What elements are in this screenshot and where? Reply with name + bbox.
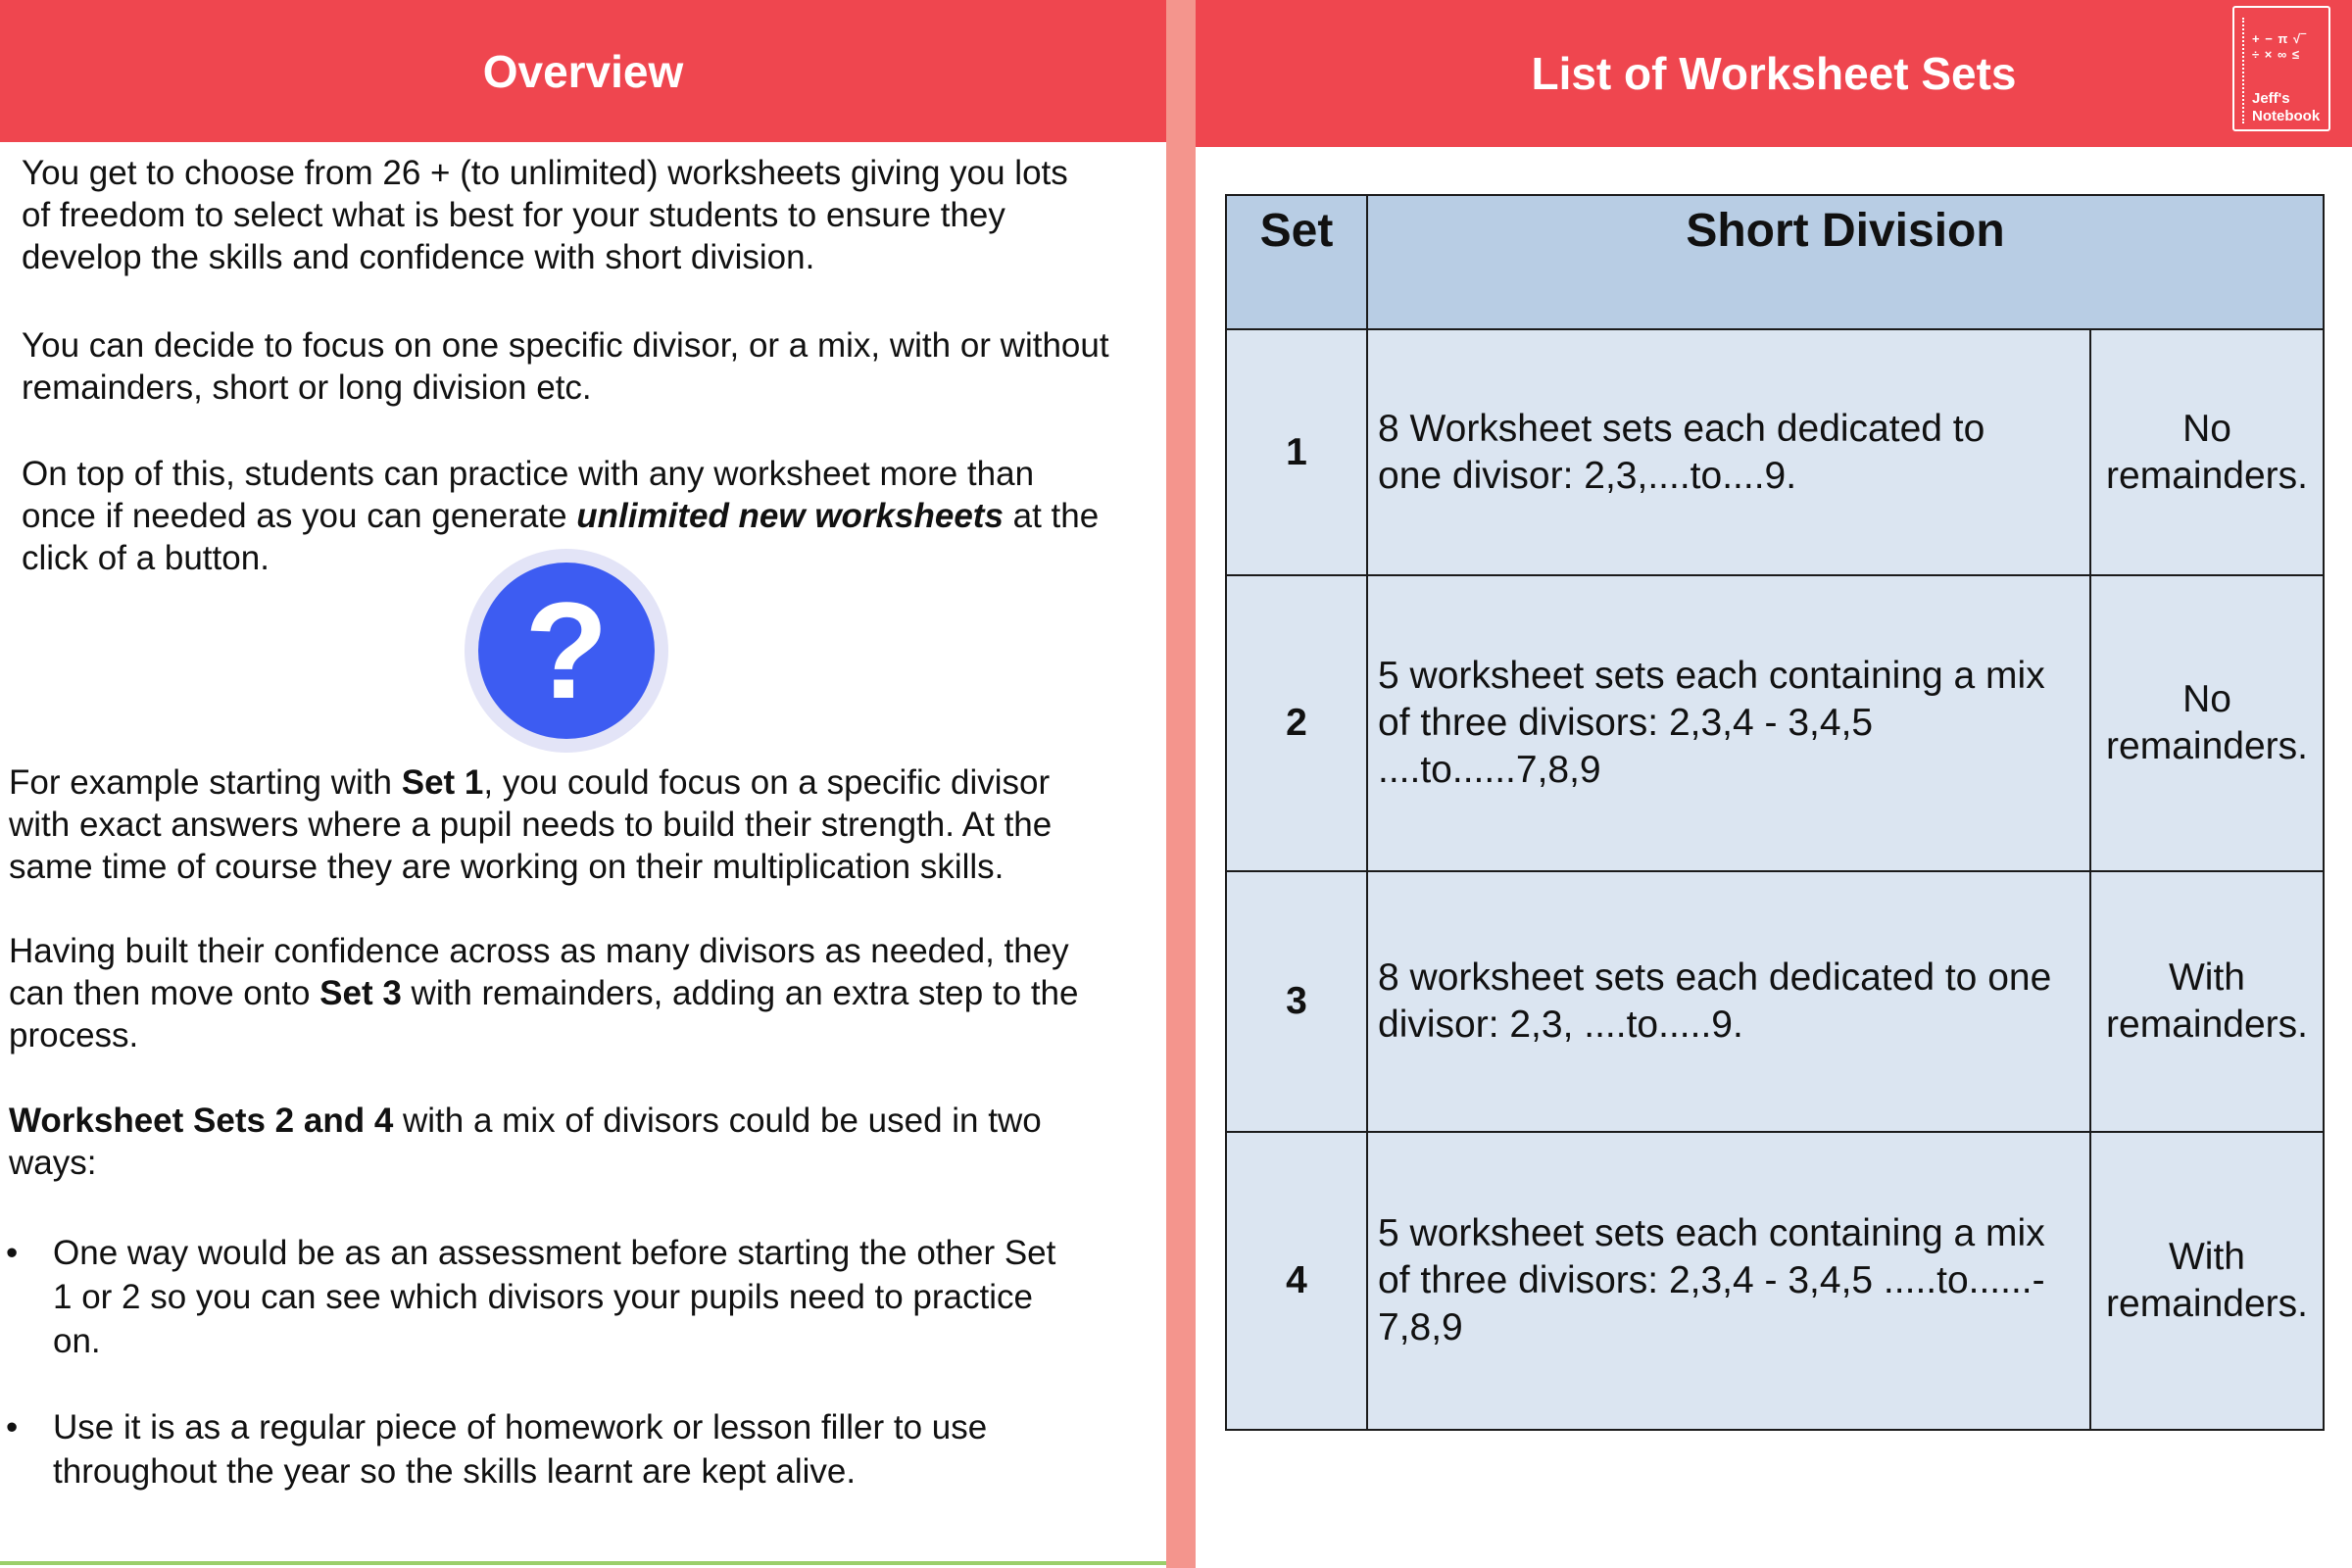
text-run: For example starting with <box>9 763 402 802</box>
text-line: on. <box>53 1322 101 1360</box>
worksheet-sets-header <box>1196 0 2352 147</box>
overview-header <box>0 0 1166 142</box>
set-number: 1 <box>1226 329 1367 575</box>
sets-2-4-emphasis: Worksheet Sets 2 and 4 <box>9 1102 394 1140</box>
set-description <box>1367 575 2090 871</box>
panel-divider <box>1166 0 1196 1568</box>
text-line: 8 Worksheet sets each dedicated to <box>1378 407 1985 450</box>
text-line: click of a button. <box>22 539 270 577</box>
table-row <box>1226 329 2324 575</box>
text-line: 5 worksheet sets each containing a mix <box>1378 1212 2045 1254</box>
mix-paragraph <box>9 1100 1042 1184</box>
text-line: divisor: 2,3, ....to.....9. <box>1378 1004 1743 1046</box>
text-line: one divisor: 2,3,....to....9. <box>1378 454 1797 497</box>
text-line: of freedom to select what is best for your students to ensure they <box>22 196 1005 234</box>
text-run: can then move onto <box>9 974 320 1012</box>
text-line: process. <box>9 1016 139 1054</box>
remainders-cell <box>2090 871 2324 1132</box>
table-row <box>1226 871 2324 1132</box>
question-mark-glyph: ? <box>478 563 655 739</box>
text-line: On top of this, students can practice with any worksheet more than <box>22 455 1035 493</box>
set-description <box>1367 329 2090 575</box>
bullet-icon: • <box>6 1408 19 1446</box>
set-number: 3 <box>1226 871 1367 1132</box>
set-description <box>1367 1132 2090 1430</box>
text-line: Having built their confidence across as many divisors as needed, they <box>9 932 1069 970</box>
confidence-paragraph <box>9 930 1078 1056</box>
text-line: remainders. <box>2106 1004 2308 1046</box>
table-row <box>1226 575 2324 871</box>
logo-brand-line: Jeff's <box>2252 90 2290 107</box>
text-line: ....to......7,8,9 <box>1378 749 1601 791</box>
jeffs-notebook-logo <box>2232 6 2330 131</box>
text-line: throughout the year so the skills learnt are kept alive. <box>53 1452 857 1491</box>
table-row <box>1226 1132 2324 1430</box>
bullet-text <box>53 1231 1117 1363</box>
column-header-short-division: Short Division <box>1367 195 2324 329</box>
text-line: One way would be as an assessment before starting the other Set <box>53 1234 1056 1272</box>
set-number: 2 <box>1226 575 1367 871</box>
text-line: You can decide to focus on one specific divisor, or a mix, with or without <box>22 326 1109 365</box>
text-line: With <box>2169 956 2245 999</box>
logo-symbols-line: ÷ × ∞ ≤ <box>2252 47 2300 62</box>
set-1-emphasis: Set 1 <box>401 763 484 802</box>
text-line <box>9 1100 1042 1142</box>
math-symbols <box>2252 31 2306 63</box>
focus-paragraph <box>22 324 1109 409</box>
remainders-cell <box>2090 575 2324 871</box>
text-run: with remainders, adding an extra step to the <box>401 974 1079 1012</box>
logo-symbols-line: + − π √‾ <box>2252 31 2307 46</box>
remainders-cell <box>2090 1132 2324 1430</box>
help-question-icon <box>465 549 668 753</box>
logo-brand-line: Notebook <box>2252 108 2321 124</box>
text-line: No <box>2182 678 2231 720</box>
text-line: of three divisors: 2,3,4 - 3,4,5 .....to......- <box>1378 1259 2045 1301</box>
text-run: at the <box>1003 497 1100 535</box>
text-line: 7,8,9 <box>1378 1306 1463 1348</box>
set-description <box>1367 871 2090 1132</box>
text-run: , you could focus on a specific divisor <box>483 763 1051 802</box>
text-line: ways: <box>9 1144 97 1182</box>
text-line: same time of course they are working on their multiplication skills. <box>9 848 1004 886</box>
remainders-cell <box>2090 329 2324 575</box>
text-line: 5 worksheet sets each containing a mix <box>1378 655 2045 697</box>
text-run: with a mix of divisors could be used in two <box>393 1102 1042 1140</box>
set-number: 4 <box>1226 1132 1367 1430</box>
table-header-row <box>1226 195 2324 329</box>
text-line: develop the skills and confidence with short division. <box>22 238 815 276</box>
text-line <box>9 761 1052 804</box>
bullet-text <box>53 1405 1117 1494</box>
column-header-set: Set <box>1226 195 1367 329</box>
text-line <box>22 495 1099 537</box>
text-line: remainders, short or long division etc. <box>22 368 592 407</box>
unlimited-worksheets-emphasis: unlimited new worksheets <box>576 497 1004 535</box>
text-line <box>9 972 1078 1014</box>
text-line: of three divisors: 2,3,4 - 3,4,5 <box>1378 702 1874 744</box>
worksheet-sets-title: List of Worksheet Sets <box>1531 48 2017 99</box>
text-run: once if needed as you can generate <box>22 497 577 535</box>
logo-brand <box>2252 90 2320 125</box>
text-line: remainders. <box>2106 454 2308 497</box>
set-3-emphasis: Set 3 <box>319 974 402 1012</box>
footer-line <box>0 1561 1166 1565</box>
worksheet-sets-table <box>1225 194 2325 1431</box>
text-line: 8 worksheet sets each dedicated to one <box>1378 956 2052 999</box>
text-line: With <box>2169 1236 2245 1278</box>
example-paragraph <box>9 761 1052 888</box>
bullet-icon: • <box>6 1234 19 1272</box>
text-line: 1 or 2 so you can see which divisors your pupils need to practice <box>53 1278 1033 1316</box>
text-line: remainders. <box>2106 1283 2308 1325</box>
text-line: No <box>2182 407 2231 450</box>
intro-paragraph <box>22 152 1068 278</box>
overview-title: Overview <box>482 45 684 97</box>
notebook-binding <box>2242 18 2246 123</box>
text-line: You get to choose from 26 + (to unlimited) worksheets giving you lots <box>22 154 1068 192</box>
text-line: remainders. <box>2106 725 2308 767</box>
text-line: Use it is as a regular piece of homework or lesson filler to use <box>53 1408 988 1446</box>
text-line: with exact answers where a pupil needs to build their strength. At the <box>9 806 1053 844</box>
